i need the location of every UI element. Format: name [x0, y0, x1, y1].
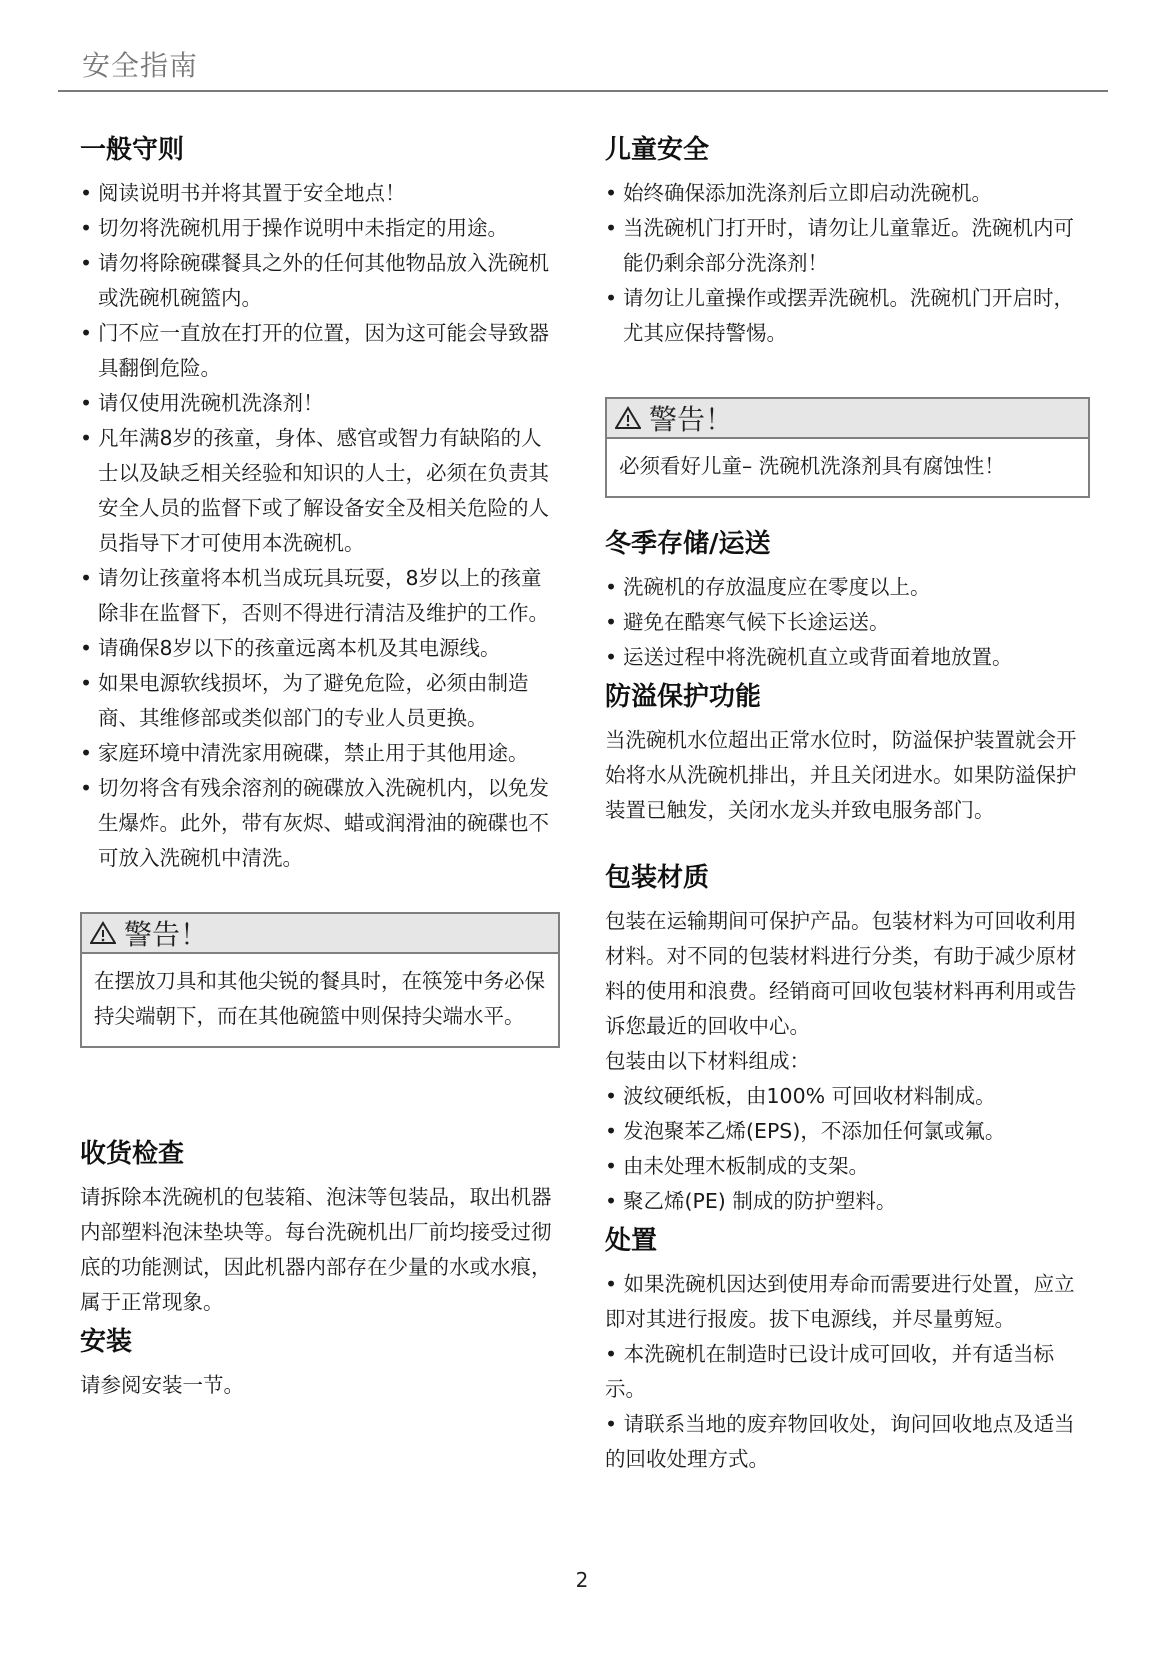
list-item: • 由未处理木板制成的支架。	[605, 1149, 1090, 1184]
list-item: • 运送过程中将洗碗机直立或背面着地放置。	[605, 640, 1090, 675]
child-safety-list	[605, 176, 1090, 351]
disposal-item: • 请联系当地的废弃物回收处，询问回收地点及适当的回收处理方式。	[605, 1407, 1090, 1477]
list-item: • 请勿让儿童操作或摆弄洗碗机。洗碗机门开启时，尤其应保持警惕。	[605, 281, 1090, 351]
section-title-winter: 冬季存储/运送	[605, 529, 771, 559]
list-item: • 当洗碗机门打开时，请勿让儿童靠近。洗碗机内可能仍剩余部分洗涤剂！	[605, 211, 1090, 281]
right-column	[605, 130, 1090, 1477]
list-item: • 请勿让孩童将本机当成玩具玩耍，8岁以上的孩童除非在监督下，否则不得进行清洁及维护的工作。	[80, 561, 560, 631]
list-item: • 凡年满8岁的孩童，身体、感官或智力有缺陷的人士以及缺乏相关经验和知识的人士，必须在负责其安全人员的监督下或了解设备安全及相关危险的人员指导下才可使用本洗碗机。	[80, 421, 560, 561]
list-item: • 门不应一直放在打开的位置，因为这可能会导致器具翻倒危险。	[80, 316, 560, 386]
page-header-title: 安全指南	[82, 49, 199, 82]
warning-triangle-icon	[90, 921, 116, 945]
warning-box-knives	[80, 912, 560, 1048]
warning-header	[82, 914, 558, 954]
winter-storage-list	[605, 570, 1090, 675]
header-divider	[58, 90, 1108, 92]
section-title-child-safety: 儿童安全	[605, 135, 710, 165]
left-column	[80, 130, 560, 1403]
packaging-text: 包装在运输期间可保护产品。包装材料为可回收利用材料。对不同的包装材料进行分类，有助于减少原材料的使用和浪费。经销商可回收包装材料再利用或告诉您最近的回收中心。	[605, 909, 1077, 1038]
packaging-intro: 包装由以下材料组成：	[605, 1049, 810, 1073]
list-item: • 切勿将洗碗机用于操作说明中未指定的用途。	[80, 211, 560, 246]
section-title-overflow: 防溢保护功能	[605, 682, 762, 712]
warning-box-detergent	[605, 397, 1090, 498]
list-item: • 请勿将除碗碟餐具之外的任何其他物品放入洗碗机或洗碗机碗篮内。	[80, 246, 560, 316]
list-item: • 始终确保添加洗涤剂后立即启动洗碗机。	[605, 176, 1090, 211]
warning-triangle-icon	[615, 406, 641, 430]
list-item: • 切勿将含有残余溶剂的碗碟放入洗碗机内，以免发生爆炸。此外，带有灰烬、蜡或润滑油的碗碟也不可放入洗碗机中清洗。	[80, 771, 560, 876]
warning-text: 在摆放刀具和其他尖锐的餐具时，在筷笼中务必保持尖端朝下，而在其他碗篮中则保持尖端水平。	[94, 969, 545, 1028]
list-item: • 发泡聚苯乙烯(EPS)，不添加任何氯或氟。	[605, 1114, 1090, 1149]
list-item: • 避免在酷寒气候下长途运送。	[605, 605, 1090, 640]
disposal-item: • 如果洗碗机因达到使用寿命而需要进行处置，应立即对其进行报废。拔下电源线，并尽量剪短。	[605, 1267, 1090, 1337]
list-item: • 阅读说明书并将其置于安全地点！	[80, 176, 560, 211]
list-item: • 聚乙烯(PE) 制成的防护塑料。	[605, 1184, 1090, 1219]
page-number: 2	[575, 1568, 589, 1592]
warning-text: 必须看好儿童– 洗碗机洗涤剂具有腐蚀性！	[619, 454, 1005, 478]
warning-header	[607, 399, 1088, 439]
section-title-packaging: 包装材质	[605, 863, 710, 893]
packaging-materials-list	[605, 1079, 1090, 1219]
section-title-general: 一般守则	[80, 135, 185, 165]
list-item: • 请确保8岁以下的孩童远离本机及其电源线。	[80, 631, 560, 666]
install-text: 请参阅安装一节。	[80, 1373, 244, 1397]
warning-label: 警告！	[649, 403, 734, 436]
section-title-install: 安装	[80, 1327, 133, 1357]
list-item: • 请仅使用洗碗机洗涤剂！	[80, 386, 560, 421]
section-title-receiving: 收货检查	[80, 1139, 185, 1169]
disposal-item: • 本洗碗机在制造时已设计成可回收，并有适当标示。	[605, 1337, 1090, 1407]
list-item: • 洗碗机的存放温度应在零度以上。	[605, 570, 1090, 605]
list-item: • 如果电源软线损坏，为了避免危险，必须由制造商、其维修部或类似部门的专业人员更换。	[80, 666, 560, 736]
overflow-text: 当洗碗机水位超出正常水位时，防溢保护装置就会开始将水从洗碗机排出，并且关闭进水。如果防溢保护装置已触发，关闭水龙头并致电服务部门。	[605, 728, 1077, 822]
list-item: • 家庭环境中清洗家用碗碟，禁止用于其他用途。	[80, 736, 560, 771]
section-title-disposal: 处置	[605, 1226, 658, 1256]
warning-label: 警告！	[124, 918, 209, 951]
general-rules-list	[80, 176, 560, 876]
receiving-text: 请拆除本洗碗机的包装箱、泡沫等包装品，取出机器内部塑料泡沫垫块等。每台洗碗机出厂前均接受过彻底的功能测试，因此机器内部存在少量的水或水痕，属于正常现象。	[80, 1185, 552, 1314]
list-item: • 波纹硬纸板，由100% 可回收材料制成。	[605, 1079, 1090, 1114]
